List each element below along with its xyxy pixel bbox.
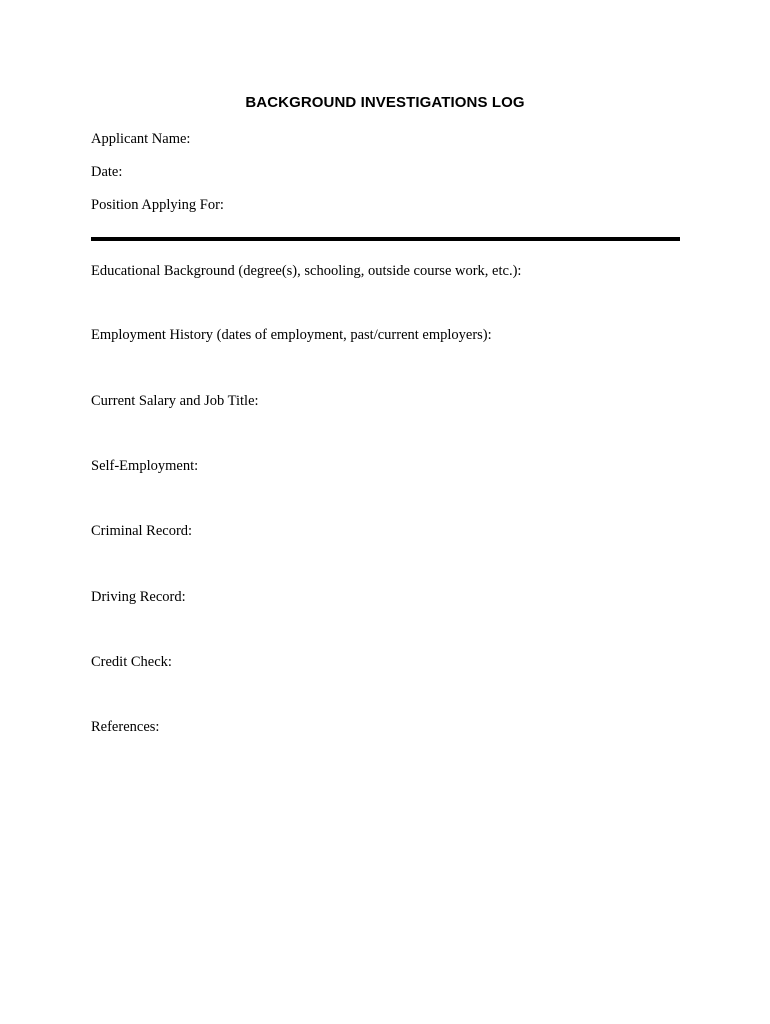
document-title: BACKGROUND INVESTIGATIONS LOG bbox=[245, 94, 525, 111]
current-salary-label: Current Salary and Job Title: bbox=[91, 393, 259, 409]
section-divider bbox=[91, 237, 680, 241]
employment-history-label: Employment History (dates of employment, past/current employers): bbox=[91, 327, 492, 343]
position-applying-for-label: Position Applying For: bbox=[91, 197, 224, 213]
applicant-name-label: Applicant Name: bbox=[91, 131, 191, 147]
criminal-record-label: Criminal Record: bbox=[91, 523, 193, 539]
educational-background-label: Educational Background (degree(s), schooling, outside course work, etc.): bbox=[91, 263, 522, 279]
driving-record-label: Driving Record: bbox=[91, 589, 186, 605]
date-label: Date: bbox=[91, 164, 123, 180]
self-employment-label: Self-Employment: bbox=[91, 458, 199, 474]
credit-check-label: Credit Check: bbox=[91, 654, 172, 670]
references-label: References: bbox=[91, 719, 160, 735]
